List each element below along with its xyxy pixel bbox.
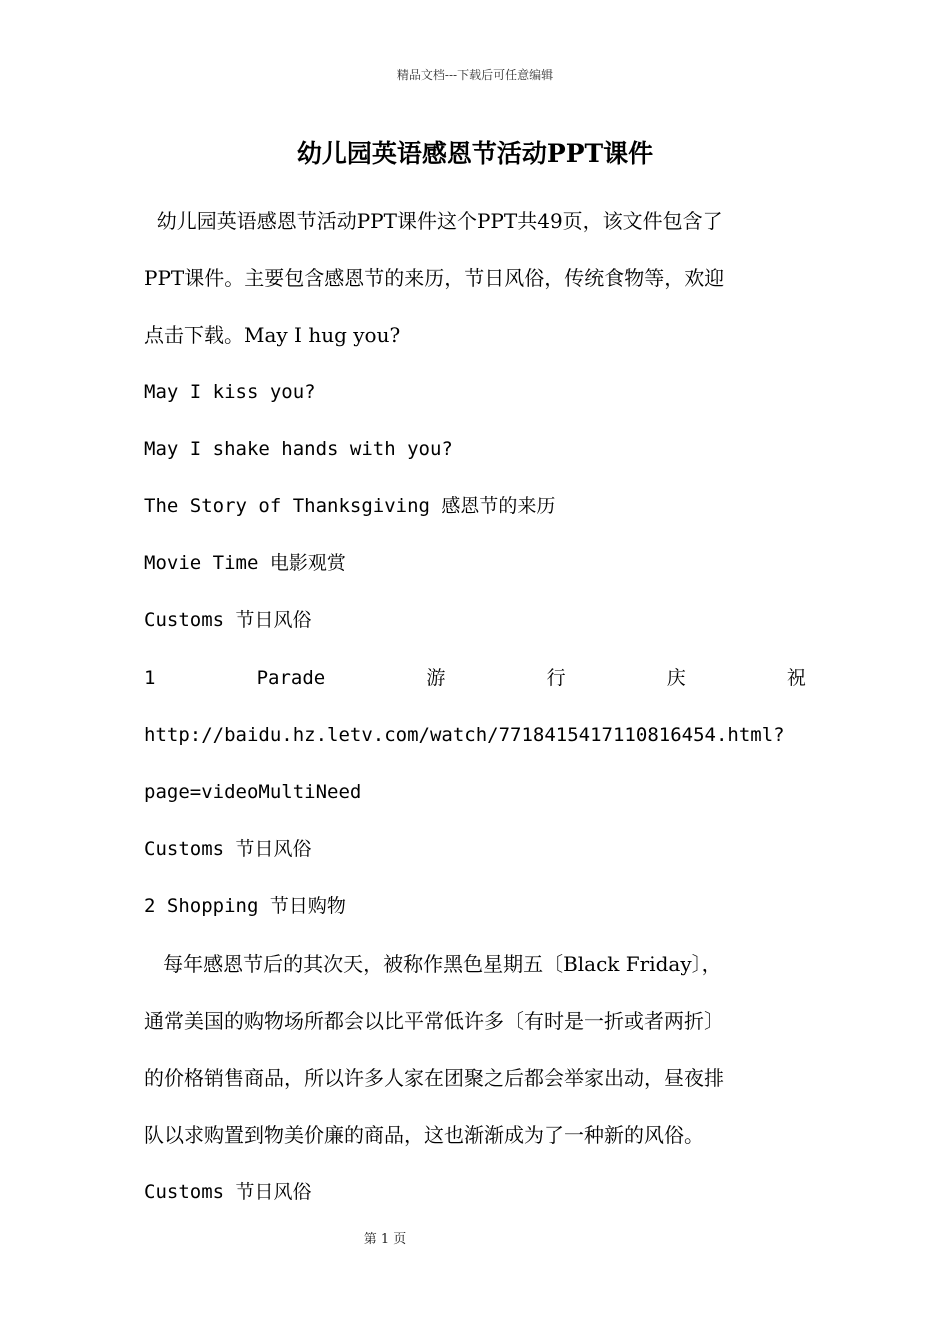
text-line: May I kiss you? — [144, 381, 316, 403]
text-line: The Story of Thanksgiving 感恩节的来历 — [144, 495, 556, 517]
paragraph-line: 队以求购置到物美价廉的商品，这也渐渐成为了一种新的风俗。 — [144, 1123, 704, 1147]
parade-char: 游 — [426, 667, 446, 689]
page-header: 精品文档---下载后可任意编辑 — [396, 68, 554, 82]
parade-word: Parade — [256, 667, 326, 689]
paragraph-line: 通常美国的购物场所都会以比平常低许多〔有时是一折或者两折〕 — [144, 1009, 724, 1033]
paragraph-line: 每年感恩节后的其次天，被称作黑色星期五〔Black Friday〕， — [144, 952, 722, 976]
parade-char: 庆 — [666, 667, 686, 689]
paragraph-line: 的价格销售商品，所以许多人家在团聚之后都会举家出动，昼夜排 — [144, 1066, 724, 1090]
intro-line: PPT课件。主要包含感恩节的来历，节日风俗，传统食物等，欢迎 — [144, 266, 725, 290]
document-title: 幼儿园英语感恩节活动PPT课件 — [296, 139, 654, 168]
parade-char: 行 — [546, 667, 566, 689]
parade-char: 祝 — [786, 667, 806, 689]
text-line: Customs 节日风俗 — [144, 1181, 312, 1203]
text-line: Customs 节日风俗 — [144, 838, 312, 860]
text-line: 2 Shopping 节日购物 — [144, 895, 346, 917]
parade-row — [144, 663, 806, 693]
intro-line: 幼儿园英语感恩节活动PPT课件这个PPT共49页，该文件包含了 — [144, 209, 723, 233]
url-line: page=videoMultiNeed — [144, 781, 362, 803]
url-line: http://baidu.hz.letv.com/watch/7718415417110816454.html? — [144, 724, 785, 746]
text-line: May I shake hands with you? — [144, 438, 453, 460]
intro-line: 点击下载。May I hug you? — [144, 323, 401, 347]
parade-number: 1 — [144, 667, 156, 689]
text-line: Customs 节日风俗 — [144, 609, 312, 631]
page-number: 第 1 页 — [363, 1232, 407, 1247]
text-line: Movie Time 电影观赏 — [144, 552, 346, 574]
